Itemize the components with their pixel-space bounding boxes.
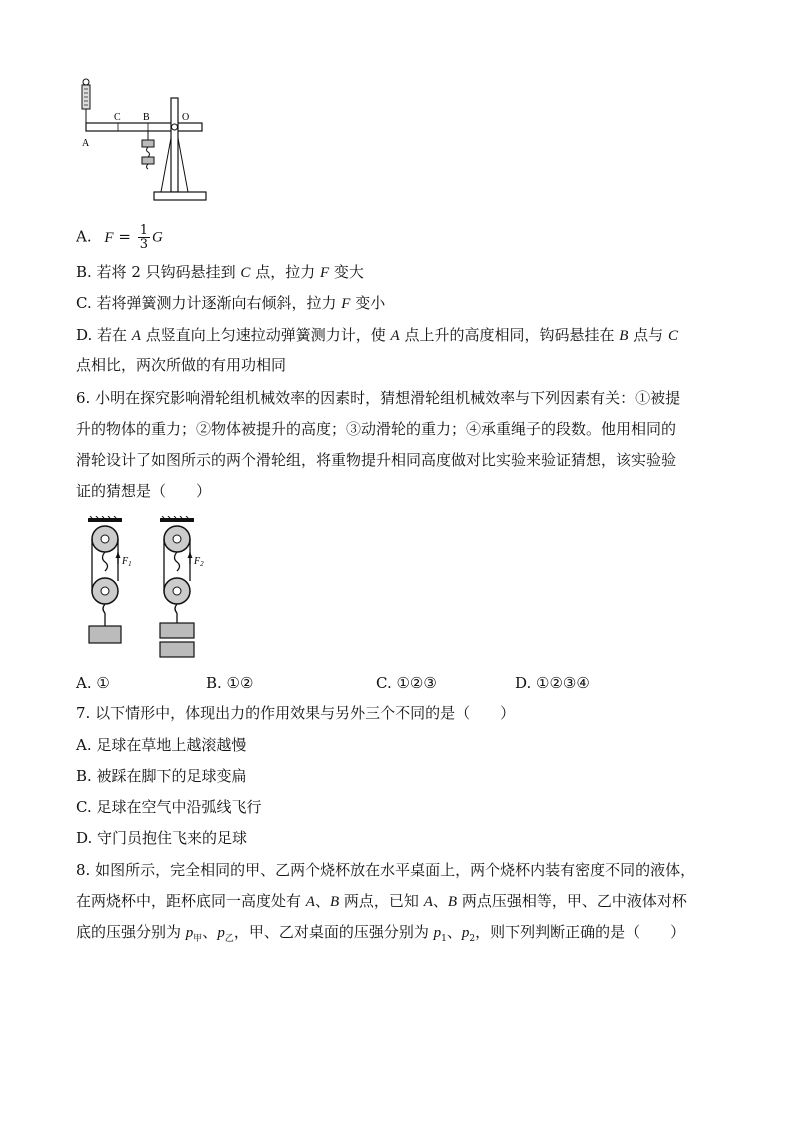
q7-option-b: B. 被踩在脚下的足球变扁 <box>76 767 247 785</box>
force-label-F1: F <box>122 556 129 567</box>
text: 变小 <box>350 294 386 312</box>
stand-base <box>154 192 206 200</box>
q7-option-c: C. 足球在空气中沿弧线飞行 <box>76 798 262 816</box>
text: ，则下列判断正确的是（ ） <box>475 923 686 941</box>
symbol-C: C <box>240 265 251 281</box>
subscript: 1 <box>441 934 447 944</box>
symbol-A: A <box>305 894 315 910</box>
text: 两点，已知 <box>339 892 424 910</box>
label-C: C <box>114 112 121 123</box>
force-label-F2-subscript: 2 <box>200 560 204 568</box>
svg-text:F1 <box>121 556 132 568</box>
symbol-A: A <box>390 328 400 344</box>
symbol-p: p <box>433 925 442 941</box>
q5-option-d-line1 <box>76 325 678 346</box>
weight-block-bottom <box>160 642 194 657</box>
option-label: A. <box>76 227 92 246</box>
text: 、 <box>432 892 448 910</box>
text: 两点压强相等，甲、乙中液体对杯 <box>457 892 687 910</box>
text: ，甲、乙对桌面的压强分别为 <box>233 923 434 941</box>
q5-option-d-line2: 点相比，两次所做的有用功相同 <box>76 356 287 374</box>
text: D. 若在 <box>76 326 132 344</box>
fraction-denominator: 3 <box>139 237 148 252</box>
fraction-numerator: 1 <box>139 223 148 238</box>
symbol-G: G <box>151 229 163 246</box>
weight-block <box>89 626 121 643</box>
q8-stem-line-2 <box>76 891 687 912</box>
label-A: A <box>82 138 90 149</box>
subscript: 甲 <box>193 934 203 944</box>
text: C. 若将弹簧测力计逐渐向右倾斜，拉力 <box>76 294 342 312</box>
text: 点上升的高度相同，钩码悬挂在 <box>399 326 620 344</box>
pulley-system-2 <box>160 516 204 657</box>
svg-text:F2 <box>193 556 204 568</box>
force-label-F2: F <box>194 556 201 567</box>
symbol-B: B <box>329 894 340 910</box>
symbol-p: p <box>185 925 194 941</box>
lever-figure <box>76 78 216 204</box>
text: 变大 <box>329 263 364 281</box>
text: 点，拉力 <box>250 263 320 281</box>
q5-option-a <box>76 224 163 251</box>
symbol-B: B <box>619 328 629 344</box>
text: B. 若将 2 只钩码悬挂到 <box>76 263 241 281</box>
pulley-system-1 <box>88 516 132 643</box>
symbol-A: A <box>423 894 433 910</box>
text: 、 <box>446 923 462 941</box>
q6-stem-line-1: 6. 小明在探究影响滑轮组机械效率的因素时，猜想滑轮组机械效率与下列因素有关：①被提 <box>76 389 681 407</box>
q6-option-c: C. ①②③ <box>376 674 437 692</box>
symbol-F: F <box>341 296 351 312</box>
q7-option-d: D. 守门员抱住飞来的足球 <box>76 829 248 847</box>
text: 点与 <box>628 326 668 344</box>
q8-stem-line-1: 8. 如图所示，完全相同的甲、乙两个烧杯放在水平桌面上，两个烧杯内装有密度不同的液体， <box>76 861 696 879</box>
lever-bar <box>86 123 202 131</box>
hook-weights-icon <box>142 131 154 169</box>
weight-block-top <box>160 623 194 638</box>
q5-option-c <box>76 293 385 314</box>
q6-stem-line-2: 升的物体的重力；②物体被提升的高度；③动滑轮的重力；④承重绳子的段数。他用相同的 <box>76 420 677 438</box>
symbol-C: C <box>667 328 678 344</box>
q6-stem-line-4: 证的猜想是（ ） <box>76 482 212 500</box>
q6-option-b: B. ①② <box>206 674 254 692</box>
spring-scale-icon <box>82 79 90 123</box>
symbol-p: p <box>217 925 225 941</box>
label-O: O <box>182 112 190 123</box>
text: 、 <box>314 892 330 910</box>
equals-sign: = <box>118 227 131 246</box>
pulley-figure <box>76 516 216 662</box>
subscript: 乙 <box>224 934 234 944</box>
text: 在两烧杯中，距杯底同一高度处有 <box>76 892 306 910</box>
q6-option-d: D. ①②③④ <box>515 674 590 692</box>
force-label-F1-subscript: 1 <box>128 560 132 568</box>
symbol-p: p <box>461 925 470 941</box>
stand-post <box>171 98 178 192</box>
q6-stem-line-3: 滑轮设计了如图所示的两个滑轮组，将重物提升相同高度做对比实验来验证猜想，该实验验 <box>76 451 677 469</box>
q7-stem: 7. 以下情形中，体现出力的作用效果与另外三个不同的是（ ） <box>76 704 516 722</box>
symbol-F: F <box>104 229 114 246</box>
q5-option-b <box>76 262 364 283</box>
symbol-A: A <box>131 328 141 344</box>
q7-option-a: A. 足球在草地上越滚越慢 <box>76 736 247 754</box>
subscript: 2 <box>469 934 476 944</box>
fraction-one-third <box>138 224 150 251</box>
q6-option-a: A. ① <box>76 674 110 692</box>
symbol-B: B <box>447 894 458 910</box>
symbol-F: F <box>319 265 330 281</box>
text: 、 <box>202 923 218 941</box>
text: 点竖直向上匀速拉动弹簧测力计，使 <box>140 326 391 344</box>
label-B: B <box>143 112 150 123</box>
text: 底的压强分别为 <box>76 923 186 941</box>
q8-stem-line-3 <box>76 922 685 949</box>
